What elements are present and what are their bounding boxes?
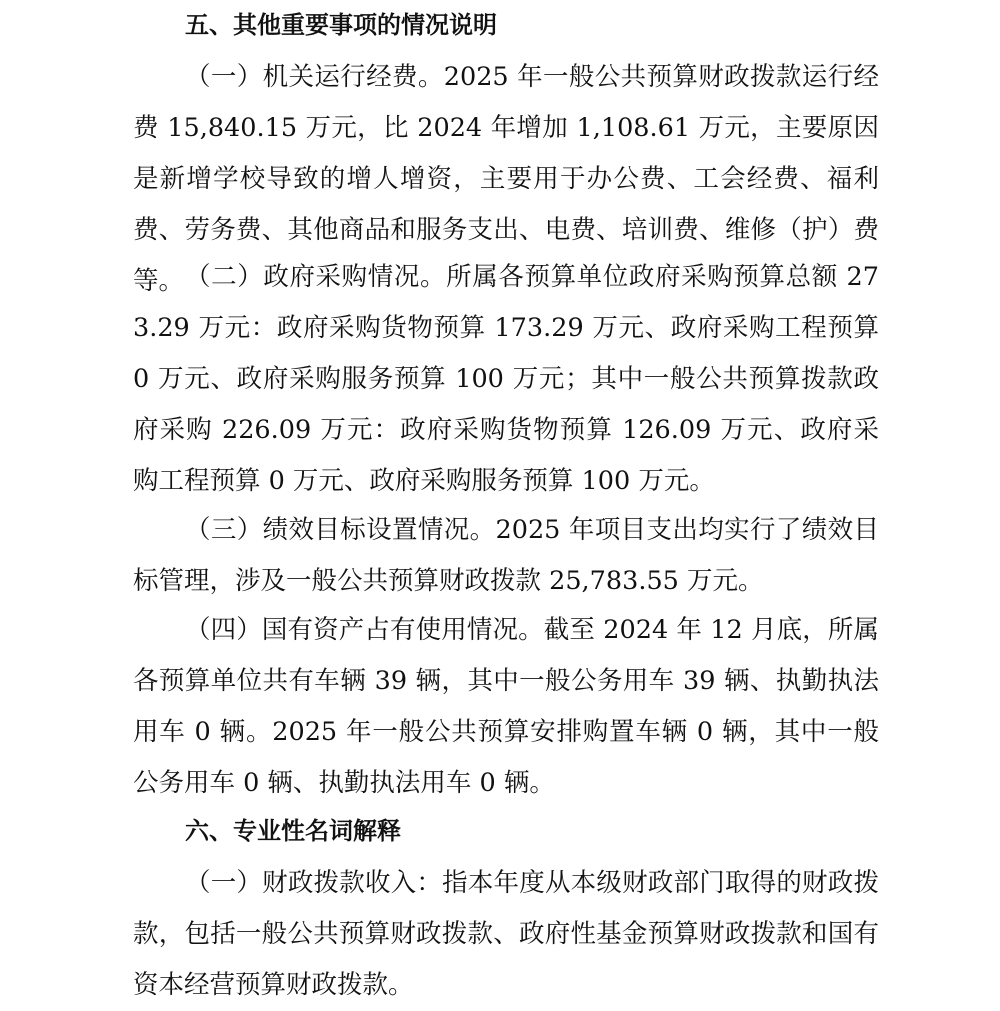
paragraph-body: 2025 年一般公共预算财政拨款运行经费 15,840.15 万元，比 2024 年增加 1,108.61 万元，主要原因是新增学校导致的增人增资，主要用于办公费、工会经费、福利费、劳务费、其他商品和服务支出、电费、培训费、维修（护）费等。 <box>133 62 879 296</box>
paragraph-performance-targets <box>133 505 879 607</box>
paragraph-lead: （三）绩效目标设置情况。 <box>185 515 496 545</box>
paragraph-lead: （一）机关运行经费。 <box>185 62 444 92</box>
section-heading-other-matters: 五、其他重要事项的情况说明 <box>185 11 497 39</box>
paragraph-body: 所属各预算单位政府采购预算总额 273.29 万元：政府采购货物预算 173.29 万元、政府采购工程预算 0 万元、政府采购服务预算 100 万元；其中一般公共预算拨款政府采购 226.09 万元：政府采购货物预算 126.09 万元、政府采购工程预算 0 万元、政府采购服务预算 100 万元。 <box>133 262 879 496</box>
paragraph-lead: （二）政府采购情况。 <box>185 262 447 292</box>
paragraph-body: 2025 年项目支出均实行了绩效目标管理，涉及一般公共预算财政拨款 25,783.55 万元。 <box>133 515 879 596</box>
paragraph-lead: （四）国有资产占有使用情况。 <box>185 615 544 645</box>
paragraph-state-assets <box>133 605 879 809</box>
paragraph-government-procurement <box>133 252 879 507</box>
document-page <box>133 0 879 1007</box>
paragraph-body: 指本年度从本级财政部门取得的财政拨款，包括一般公共预算财政拨款、政府性基金预算财政拨款和国有资本经营预算财政拨款。 <box>133 868 879 1000</box>
section-heading-glossary: 六、专业性名词解释 <box>185 817 401 845</box>
paragraph-body: 截至 2024 年 12 月底，所属各预算单位共有车辆 39 辆，其中一般公务用车 39 辆、执勤执法用车 0 辆。2025 年一般公共预算安排购置车辆 0 辆，其中一般公务用车 0 辆、执勤执法用车 0 辆。 <box>133 615 879 798</box>
paragraph-lead: （一）财政拨款收入： <box>185 868 443 898</box>
paragraph-fiscal-appropriation-income <box>133 858 879 1011</box>
